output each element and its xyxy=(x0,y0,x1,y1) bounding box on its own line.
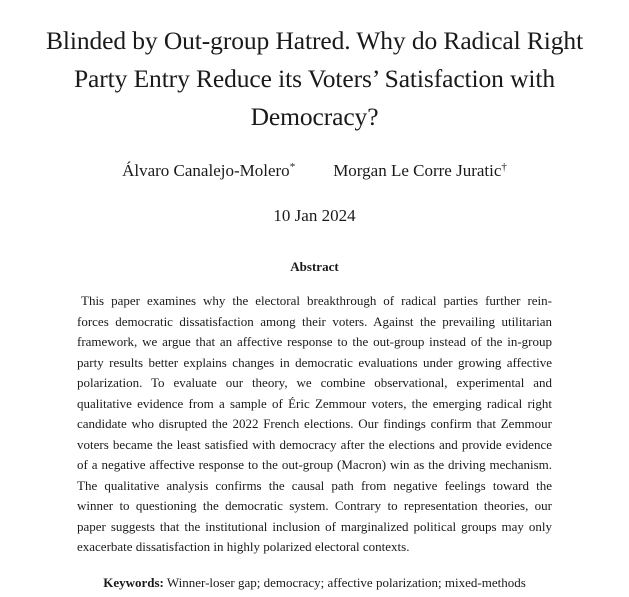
abstract-line: framework, we argue that an affective response to the out-group instead of the in-group xyxy=(77,334,552,349)
abstract-line: forces democratic dissatisfaction among their voters. Against the prevailing utilitarian xyxy=(77,313,552,329)
abstract-line: paper suggests that the institutional inclusion of marginalized political groups may only xyxy=(77,518,552,534)
abstract-line: qualitative evidence from a sample of Éric Zemmour voters, the emerging radical right xyxy=(77,395,552,411)
abstract-heading: Abstract xyxy=(290,259,339,274)
publication-date: 10 Jan 2024 xyxy=(273,206,356,225)
paper-title xyxy=(20,22,609,136)
abstract-line: The qualitative analysis confirms the causal path from negative feelings toward the xyxy=(77,477,552,493)
abstract-line: polarization. To evaluate our theory, we combine observational, experimental and xyxy=(77,375,552,390)
author-name: Morgan Le Corre Juratic xyxy=(333,161,502,180)
keywords-label: Keywords: xyxy=(103,575,164,590)
author-footnote-mark[interactable]: † xyxy=(501,161,507,173)
title-line: Democracy? xyxy=(250,102,379,131)
abstract-line: party results better explains changes in democratic evaluations under growing affective xyxy=(77,354,552,370)
abstract-line: voters became the least satisfied with democracy after the elections and provide evidence xyxy=(77,436,552,452)
author-name: Álvaro Canalejo-Molero xyxy=(122,161,290,180)
author-list xyxy=(0,160,629,182)
title-line: Blinded by Out-group Hatred. Why do Radical Right xyxy=(45,26,584,55)
keywords xyxy=(0,574,629,592)
abstract-line: winner to questioning the democratic system. Contrary to representation theories, our xyxy=(77,498,552,513)
abstract-line: This paper examines why the electoral breakthrough of radical parties further rein- xyxy=(81,293,552,308)
title-line: Party Entry Reduce its Voters’ Satisfaction with xyxy=(73,64,556,93)
keywords-text: Winner-loser gap; democracy; affective polarization; mixed-methods xyxy=(166,575,526,590)
abstract-line: candidate who disrupted the 2022 French elections. Our findings confirm that Zemmour xyxy=(77,416,552,431)
abstract-line: exacerbate dissatisfaction in highly polarized electoral contexts. xyxy=(77,539,410,554)
author-footnote-mark[interactable]: * xyxy=(289,161,296,173)
abstract-line: of a negative affective response to the out-group (Macron) win as the driving mechanism. xyxy=(77,457,552,472)
author xyxy=(333,160,507,182)
author xyxy=(122,160,295,182)
abstract-body xyxy=(77,291,552,558)
